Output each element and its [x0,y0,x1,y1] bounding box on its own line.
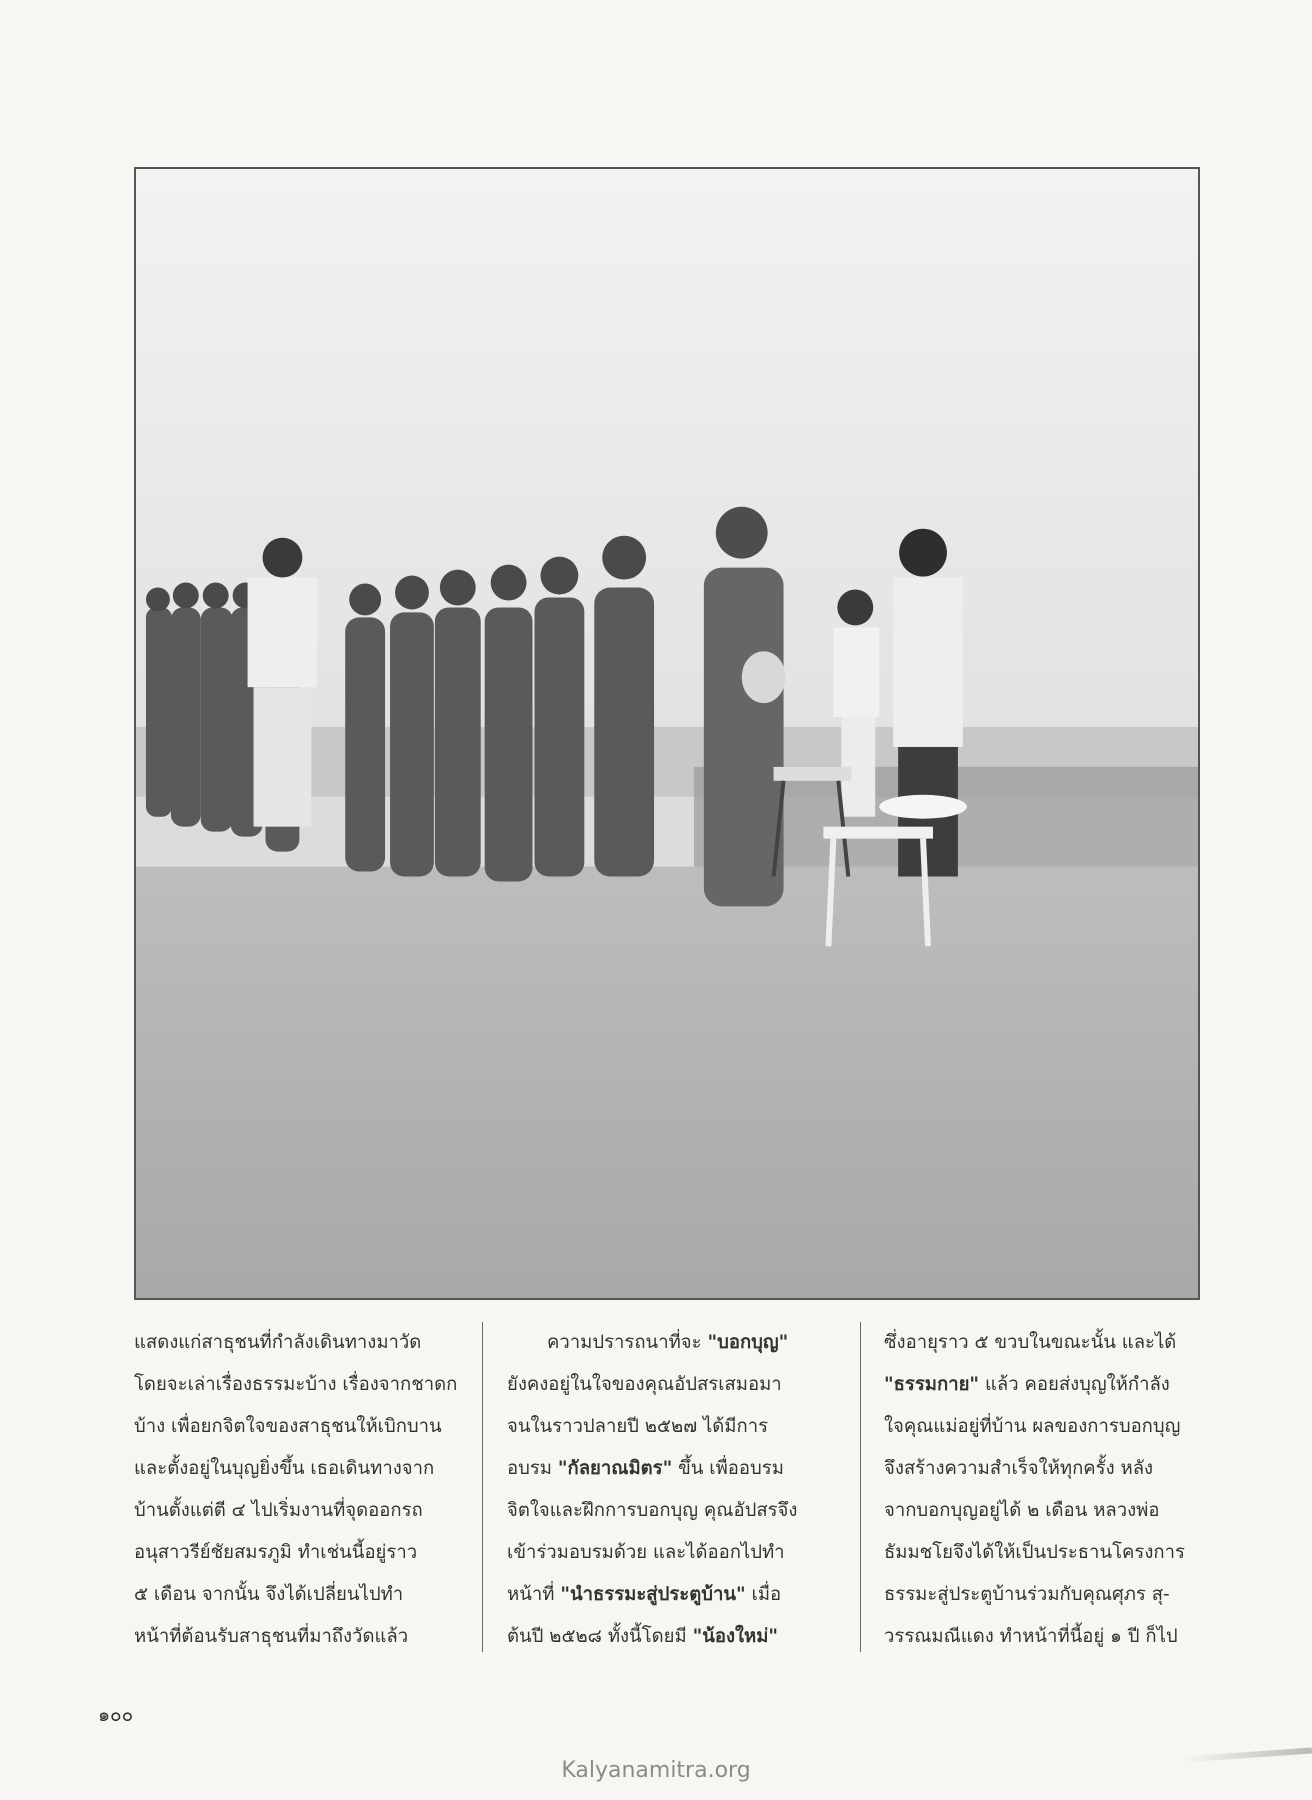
text-column-1 [134,1322,464,1658]
col3-line-8: วรรณมณีแดง ทำหน้าที่นี้อยู่ ๑ ปี ก็ไป [884,1626,1178,1647]
text-column-2 [507,1322,837,1658]
term-kalyanamitra: "กัลยาณมิตร" [557,1458,673,1479]
col3-line-1: ซึ่งอายุราว ๕ ขวบในขณะนั้น และได้ [884,1332,1177,1353]
term-nong-mai: "น้องใหม่" [692,1626,779,1647]
col2-line-4-a: อบรม [507,1458,558,1479]
col1-line-8: หน้าที่ต้อนรับสาธุชนที่มาถึงวัดแล้ว [134,1626,409,1647]
col3-line-6: ธัมมชโยจึงได้ให้เป็นประธานโครงการ [884,1542,1185,1563]
col3-line-7: ธรรมะสู่ประตูบ้านร่วมกับคุณศุภร สุ- [884,1584,1170,1605]
photo-monks-alms-round [134,167,1200,1300]
col2-line-7-c: เมื่อ [745,1584,782,1605]
col1-line-3: บ้าง เพื่อยกจิตใจของสาธุชนให้เบิกบาน [134,1416,442,1437]
col2-line-7 [507,1574,837,1616]
col2-line-8-a: ต้นปี ๒๕๒๘ ทั้งนี้โดยมี [507,1626,693,1647]
column-divider-2 [860,1322,861,1652]
col2-line-1-text: ความปรารถนาที่จะ [547,1332,708,1353]
col3-line-2 [884,1364,1200,1406]
col2-line-2: ยังคงอยู่ในใจของคุณอัปสรเสมอมา [507,1374,782,1395]
col2-line-7-a: หน้าที่ [507,1584,561,1605]
col3-line-5: จากบอกบุญอยู่ได้ ๒ เดือน หลวงพ่อ [884,1500,1160,1521]
col1-line-1: แสดงแก่สาธุชนที่กำลังเดินทางมาวัด [134,1332,422,1353]
col2-line-6: เข้าร่วมอบรมด้วย และได้ออกไปทำ [507,1542,785,1563]
col2-line-4 [507,1448,837,1490]
col1-line-6: อนุสาวรีย์ชัยสมรภูมิ ทำเช่นนี้อยู่ราว [134,1542,418,1563]
term-dhamma-to-door: "นำธรรมะสู่ประตูบ้าน" [560,1584,746,1605]
col2-line-5: จิตใจและฝึกการบอกบุญ คุณอัปสรจึง [507,1500,798,1521]
col1-line-7: ๕ เดือน จากนั้น จึงได้เปลี่ยนไปทำ [134,1584,404,1605]
col1-line-2: โดยจะเล่าเรื่องธรรมะบ้าง เรื่องจากชาดก [134,1374,458,1395]
photo-illustration [136,169,1198,1298]
col3-line-4: จึงสร้างความสำเร็จให้ทุกครั้ง หลัง [884,1458,1154,1479]
col2-line-3: จนในราวปลายปี ๒๕๒๗ ได้มีการ [507,1416,769,1437]
col2-line-4-c: ขึ้น เพื่ออบรม [672,1458,784,1479]
term-bok-bun: "บอกบุญ" [707,1332,789,1353]
col3-line-3: ใจคุณแม่อยู่ที่บ้าน ผลของการบอกบุญ [884,1416,1181,1437]
col3-line-2-b: แล้ว คอยส่งบุญให้กำลัง [979,1374,1170,1395]
column-divider-1 [482,1322,483,1652]
term-dhammakaya: "ธรรมกาย" [884,1374,980,1395]
watermark: Kalyanamitra.org [561,1758,751,1783]
text-column-3 [884,1322,1200,1658]
col2-line-8 [507,1616,837,1658]
col2-line-1 [507,1322,837,1364]
col1-line-4: และตั้งอยู่ในบุญยิ่งขึ้น เธอเดินทางจาก [134,1458,435,1479]
page-number: ๑๐๐ [98,1704,134,1726]
col1-line-5: บ้านตั้งแต่ตี ๔ ไปเริ่มงานที่จุดออกรถ [134,1500,423,1521]
